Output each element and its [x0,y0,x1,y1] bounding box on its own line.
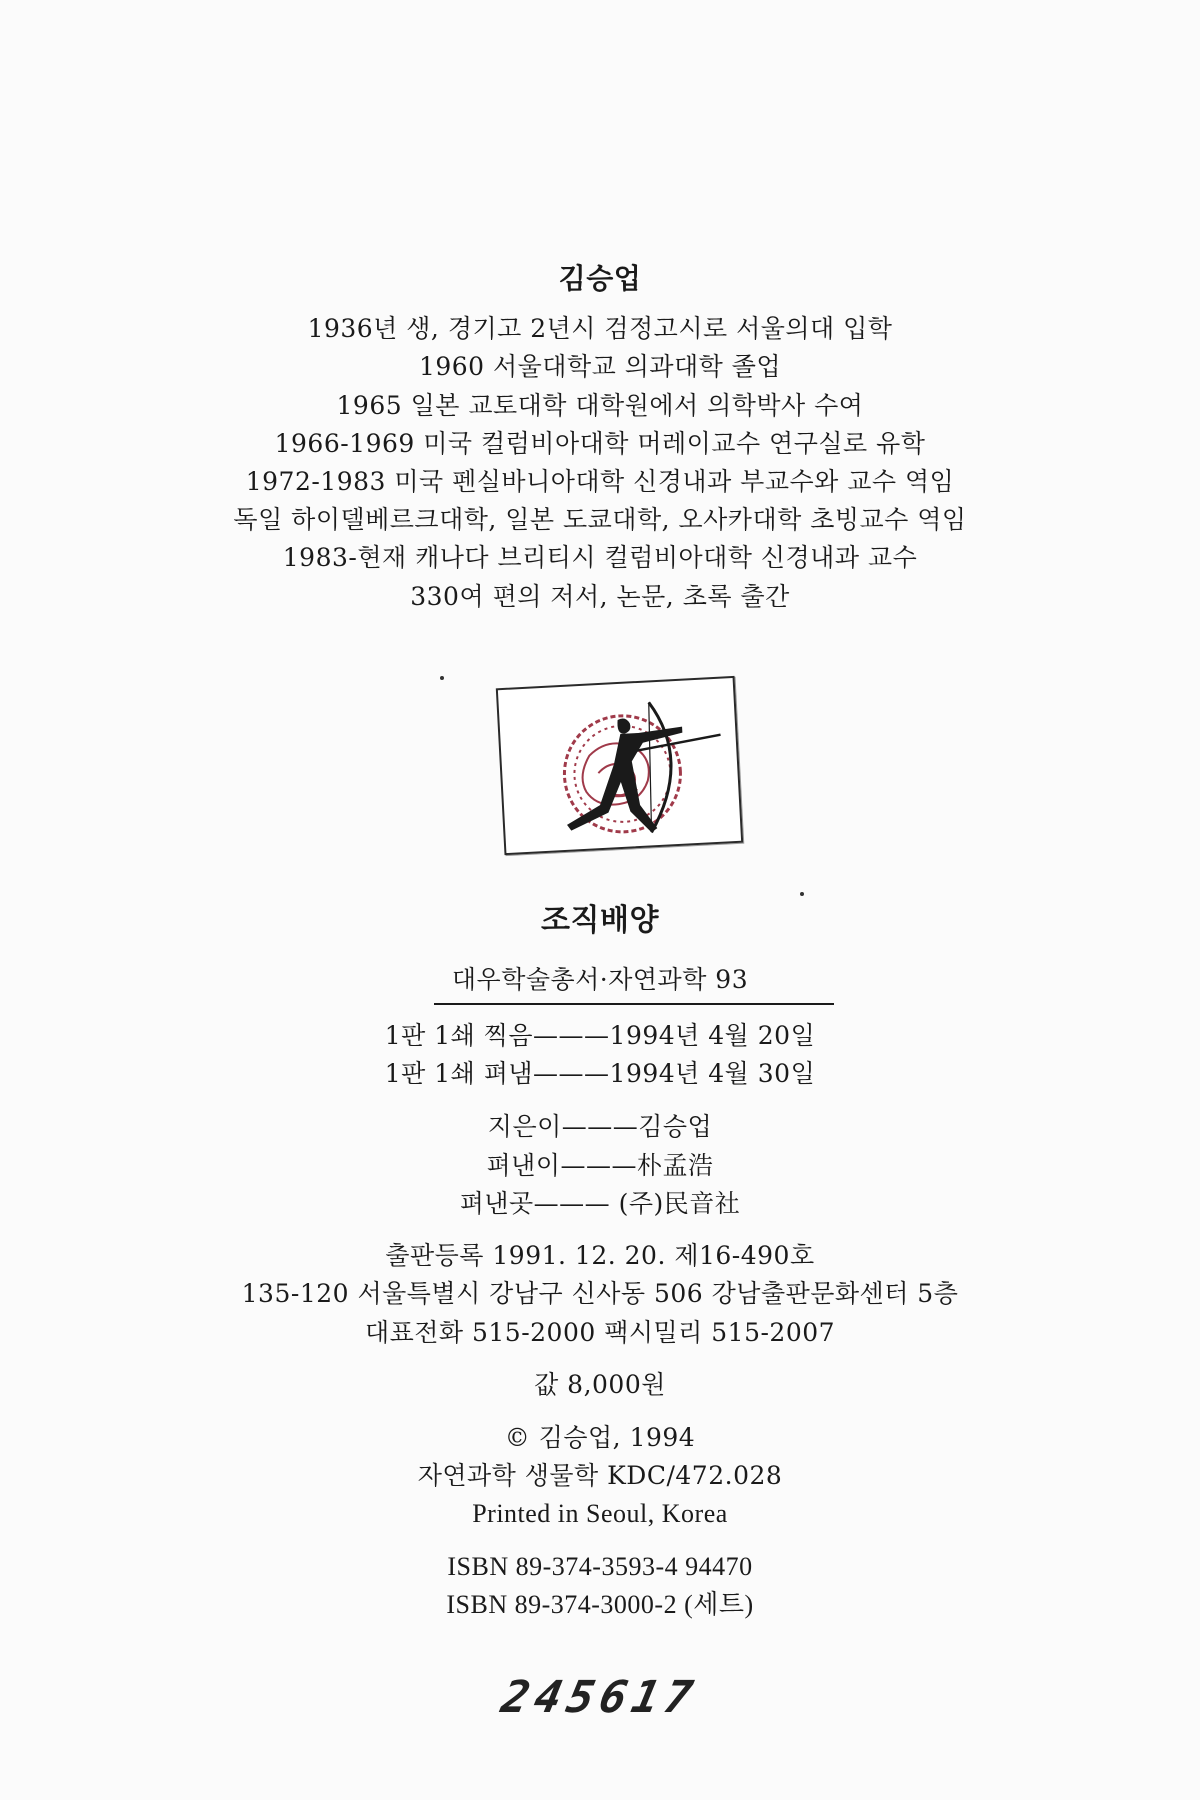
archer-logo-icon [498,678,741,853]
author-bio-line: 1936년 생, 경기고 2년시 검정고시로 서울의대 입학 [307,314,893,343]
scan-speck [800,892,804,896]
author-bio-line: 1972-1983 미국 펜실바니아대학 신경내과 부교수와 교수 역임 [245,467,955,496]
isbn-line: ISBN 89-374-3593-4 94470 [447,1552,753,1581]
copyright: © 김승업, 1994 [504,1423,696,1452]
author-name: 김승업 [558,262,642,295]
printed-in: Printed in Seoul, Korea [472,1499,728,1528]
author-bio-line: 독일 하이델베르크대학, 일본 도쿄대학, 오사카대학 초빙교수 역임 [233,505,967,534]
author-bio-line: 1965 일본 교토대학 대학원에서 의학박사 수여 [336,391,864,420]
series-name: 대우학술총서·자연과학 93 [451,965,749,994]
author-bio-line: 1960 서울대학교 의과대학 졸업 [418,352,782,381]
registration: 출판등록 1991. 12. 20. 제16-490호 [385,1241,815,1270]
price: 값 8,000원 [534,1370,666,1399]
printing-date: 1판 1쇄 찍음———1994년 4월 20일 [384,1021,816,1050]
author-credit: 지은이———김승업 [487,1112,713,1141]
publication-date: 1판 1쇄 펴냄———1994년 4월 30일 [384,1059,816,1088]
divider-rule [434,1003,834,1005]
address: 135-120 서울특별시 강남구 신사동 506 강남출판문화센터 5층 [241,1279,959,1308]
author-bio-line: 1966-1969 미국 컬럼비아대학 머레이교수 연구실로 유학 [274,429,926,458]
handwritten-note: 245617 [497,1672,703,1723]
author-bio-line: 1983-현재 캐나다 브리티시 컬럼비아대학 신경내과 교수 [282,543,918,572]
scan-speck [440,676,444,680]
book-title: 조직배양 [541,903,659,938]
publisher-logo [496,676,743,855]
author-bio-line: 330여 편의 저서, 논문, 초록 출간 [410,582,790,611]
publishing-house: 펴낸곳——— (주)民音社 [459,1189,741,1218]
publisher-credit: 펴낸이———朴孟浩 [486,1151,714,1180]
classification: 자연과학 생물학 KDC/472.028 [417,1461,783,1490]
phone-fax: 대표전화 515-2000 팩시밀리 515-2007 [364,1318,836,1347]
isbn-set-line: ISBN 89-374-3000-2 (세트) [446,1590,754,1619]
